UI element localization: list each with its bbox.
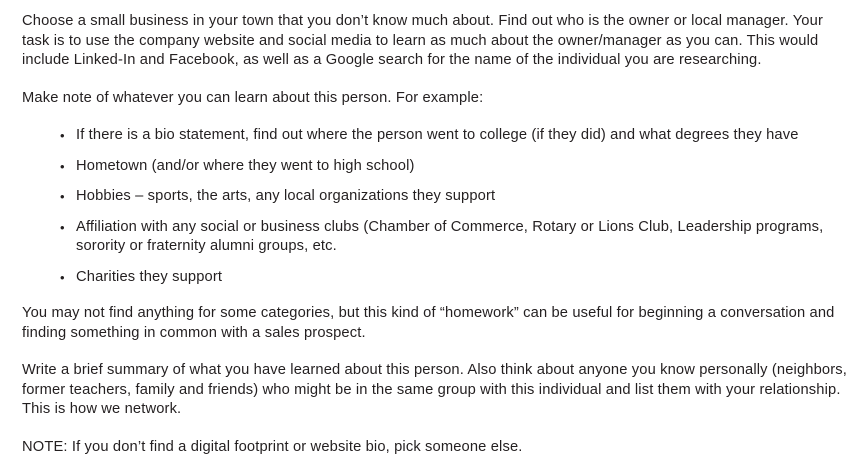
list-item: • If there is a bio statement, find out where the person went to college (if they did) and what degrees they have <box>74 126 849 146</box>
list-item: • Hometown (and/or where they went to high school) <box>74 157 849 177</box>
research-items-list <box>22 126 849 287</box>
list-item: • Affiliation with any social or business clubs (Chamber of Commerce, Rotary or Lions Club, Leadership programs, sorority or fraternity alumni groups, etc. <box>74 218 849 257</box>
note-paragraph: NOTE: If you don’t find a digital footprint or website bio, pick someone else. <box>22 438 523 455</box>
intro-paragraph-1: Choose a small business in your town that you don’t know much about. Find out who is the owner or local manager. Your task is to use the company website and social media to learn as much about the owner/manager as you can. This would include Linked-In and Facebook, as well as a Google search for the name of the individual you are researching. <box>22 13 823 68</box>
bullet-list <box>22 126 849 287</box>
intro-paragraph-2: Make note of whatever you can learn about this person. For example: <box>22 89 484 106</box>
list-item: • Hobbies – sports, the arts, any local organizations they support <box>74 187 849 207</box>
list-item: • Charities they support <box>74 268 849 288</box>
outro-paragraph-1: You may not find anything for some categories, but this kind of “homework” can be useful for beginning a conversation and finding something in common with a sales prospect. <box>22 305 835 341</box>
outro-paragraph-2: Write a brief summary of what you have learned about this person. Also think about anyone you know personally (neighbors, former teachers, family and friends) who might be in the same group with this individual and list them with your relationship. This is how we network. <box>22 362 847 417</box>
